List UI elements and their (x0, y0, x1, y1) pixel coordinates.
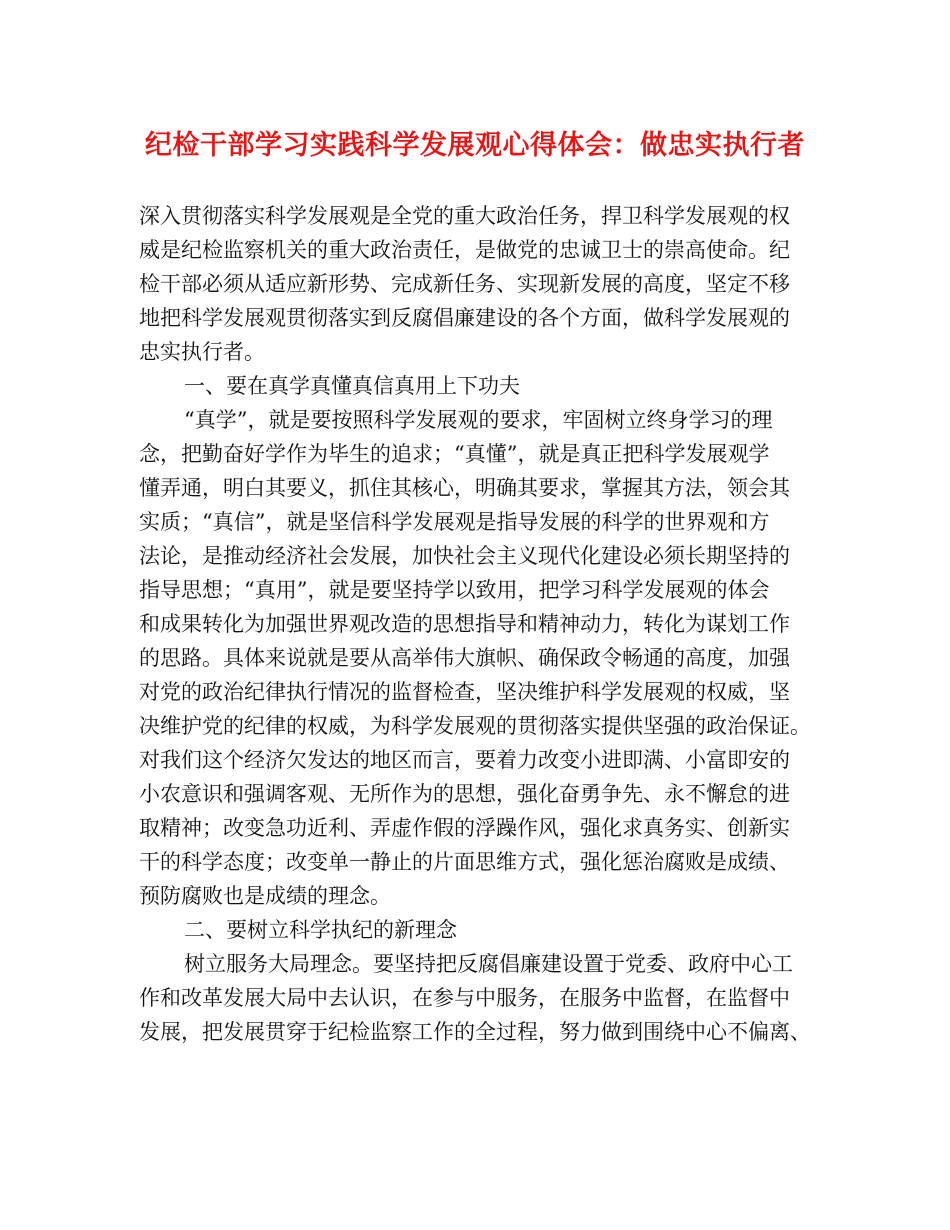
text-line: 指导思想；“真用”，就是要坚持学以致用，把学习科学发展观的体会 (139, 578, 770, 602)
text-line: 一、要在真学真懂真信真用上下功夫 (184, 374, 520, 398)
text-line: 预防腐败也是成绩的理念。 (139, 884, 391, 908)
document-body (139, 199, 819, 1049)
text-line: 检干部必须从适应新形势、完成新任务、实现新发展的高度，坚定不移 (139, 272, 790, 296)
text-line: 干的科学态度；改变单一静止的片面思维方式，强化惩治腐败是成绩、 (139, 850, 790, 874)
text-line: 实质；“真信”，就是坚信科学发展观是指导发展的科学的世界观和方 (139, 510, 770, 534)
text-line: 的思路。具体来说就是要从高举伟大旗帜、确保政令畅通的高度，加强 (139, 646, 790, 670)
text-line: 对党的政治纪律执行情况的监督检查，坚决维护科学发展观的权威，坚 (139, 680, 790, 704)
text-line: 作和改革发展大局中去认识，在参与中服务，在服务中监督，在监督中 (139, 986, 790, 1010)
text-line: 念，把勤奋好学作为毕生的追求；“真懂”，就是真正把科学发展观学 (139, 442, 770, 466)
text-line: 法论，是推动经济社会发展，加快社会主义现代化建设必须长期坚持的 (139, 544, 790, 568)
text-line: 发展，把发展贯穿于纪检监察工作的全过程，努力做到围绕中心不偏离、 (139, 1020, 811, 1044)
text-line: “真学”，就是要按照科学发展观的要求，牢固树立终身学习的理 (184, 408, 773, 432)
text-line: 树立服务大局理念。要坚持把反腐倡廉建设置于党委、政府中心工 (184, 952, 793, 976)
text-line: 忠实执行者。 (139, 340, 265, 364)
text-line: 取精神；改变急功近利、弄虚作假的浮躁作风，强化求真务实、创新实 (139, 816, 790, 840)
text-line: 地把科学发展观贯彻落实到反腐倡廉建设的各个方面，做科学发展观的 (139, 306, 790, 330)
document-title: 纪检干部学习实践科学发展观心得体会：做忠实执行者 (145, 130, 805, 161)
text-line: 和成果转化为加强世界观改造的思想指导和精神动力，转化为谋划工作 (139, 612, 790, 636)
text-line: 小农意识和强调客观、无所作为的思想，强化奋勇争先、永不懈怠的进 (139, 782, 790, 806)
text-line: 对我们这个经济欠发达的地区而言，要着力改变小进即满、小富即安的 (139, 748, 790, 772)
text-line: 深入贯彻落实科学发展观是全党的重大政治任务，捍卫科学发展观的权 (139, 204, 790, 228)
text-line: 懂弄通，明白其要义，抓住其核心，明确其要求，掌握其方法，领会其 (139, 476, 790, 500)
text-line: 威是纪检监察机关的重大政治责任，是做党的忠诚卫士的崇高使命。纪 (139, 238, 790, 262)
text-line: 决维护党的纪律的权威，为科学发展观的贯彻落实提供坚强的政治保证。 (139, 714, 811, 738)
text-line: 二、要树立科学执纪的新理念 (184, 918, 457, 942)
